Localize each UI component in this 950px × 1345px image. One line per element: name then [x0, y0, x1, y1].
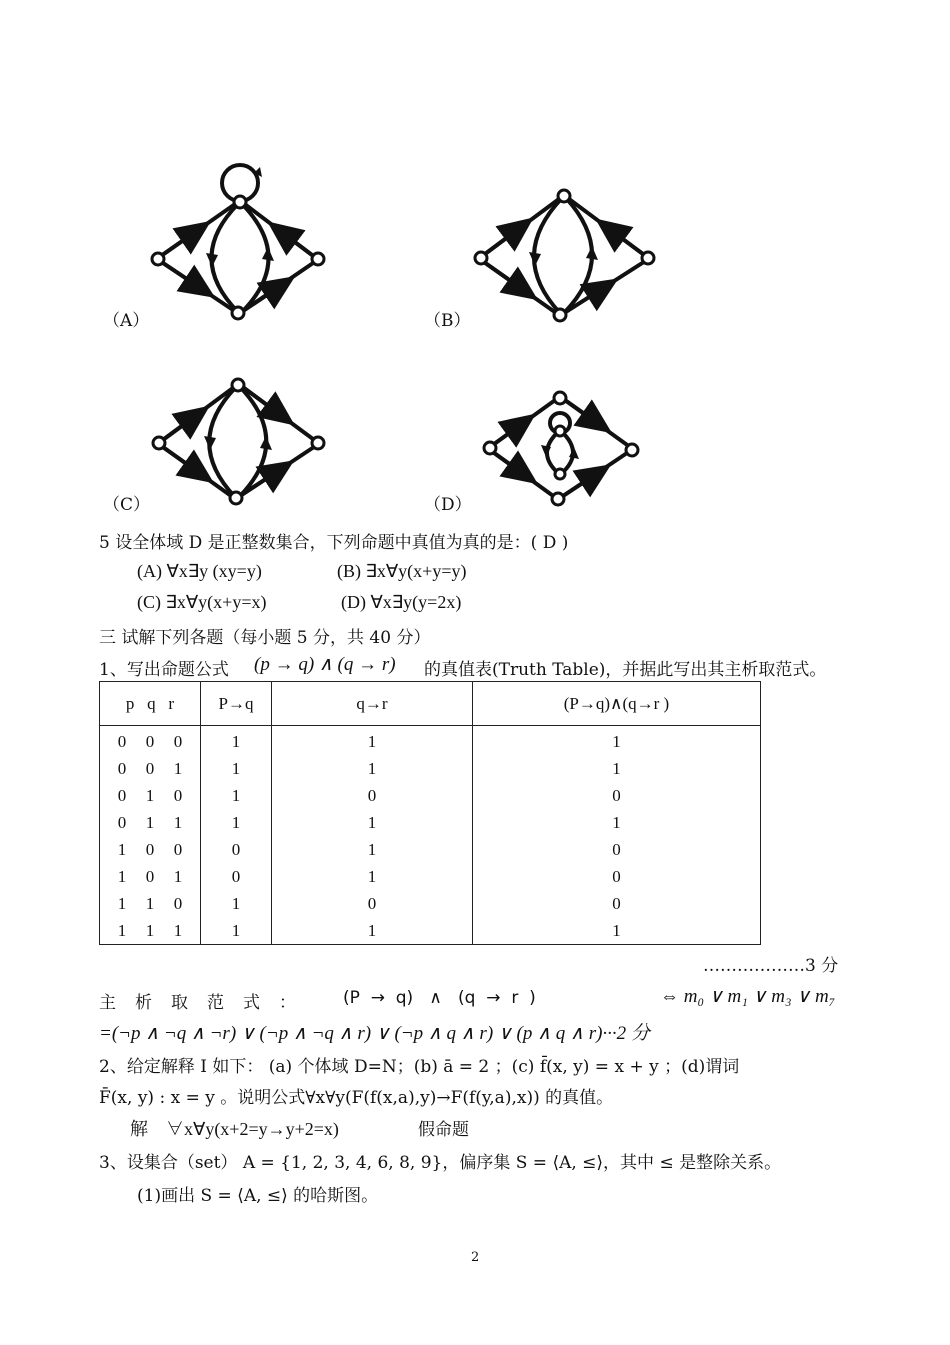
cell-bit: 1	[145, 785, 155, 805]
cell-q-implies-r: 1	[272, 755, 473, 782]
cell-pqr	[100, 726, 201, 756]
cell-result: 1	[473, 917, 761, 945]
table-row	[100, 836, 761, 863]
cell-bit: 0	[117, 758, 127, 778]
cell-pqr	[100, 755, 201, 782]
cell-bit: 1	[173, 920, 183, 940]
cell-bit: 1	[145, 812, 155, 832]
cell-result: 1	[473, 755, 761, 782]
cell-pqr	[100, 890, 201, 917]
cell-bit: 0	[117, 731, 127, 751]
cell-bit: 0	[173, 893, 183, 913]
cell-q-implies-r: 1	[272, 863, 473, 890]
cell-bit: 0	[145, 731, 155, 751]
cell-bit: 0	[145, 839, 155, 859]
cell-bit: 1	[173, 812, 183, 832]
cell-p-implies-q: 1	[201, 755, 272, 782]
cell-bit: 1	[173, 866, 183, 886]
graph-c	[145, 370, 345, 515]
header-pqr: p q r	[100, 682, 201, 726]
truth-table	[99, 681, 761, 945]
table-row	[100, 863, 761, 890]
section-3-heading: 三 试解下列各题（每小题 5 分，共 40 分）	[99, 628, 431, 648]
cell-bit: 1	[145, 893, 155, 913]
cell-p-implies-q: 1	[201, 890, 272, 917]
cell-q-implies-r: 1	[272, 726, 473, 756]
graph-b	[465, 180, 665, 330]
cell-bit: 0	[145, 758, 155, 778]
cell-q-implies-r: 1	[272, 809, 473, 836]
q5-question: 5 设全体域 D 是正整数集合，下列命题中真值为真的是：( D )	[99, 533, 569, 553]
cell-p-implies-q: 1	[201, 917, 272, 945]
cell-q-implies-r: 0	[272, 890, 473, 917]
table-row	[100, 890, 761, 917]
cell-result: 0	[473, 782, 761, 809]
cell-pqr	[100, 917, 201, 945]
cell-pqr	[100, 836, 201, 863]
q1-prefix: 1、写出命题公式	[99, 660, 229, 680]
graph-d	[478, 385, 648, 515]
q1-formula: (p → q) ∧ (q → r)	[254, 654, 396, 675]
cell-result: 0	[473, 863, 761, 890]
table-row	[100, 917, 761, 945]
cell-bit: 0	[117, 812, 127, 832]
graph-c-label: （C）	[103, 495, 151, 515]
graph-a	[140, 155, 340, 335]
q5-option-a: (A) ∀x∃y (xy=y)	[137, 561, 262, 581]
q2-answer: 解 ∀x∀y(x+2=y→y+2=x)	[130, 1119, 339, 1139]
page-number: 2	[471, 1250, 480, 1265]
table-row	[100, 809, 761, 836]
cell-bit: 1	[117, 920, 127, 940]
cell-q-implies-r: 1	[272, 917, 473, 945]
q2-line2: F̄(x, y) : x = y 。说明公式∀x∀y(F(f(x,a),y)→F(f(y,a),x)) 的真值。	[99, 1088, 614, 1108]
cell-bit: 0	[173, 839, 183, 859]
cell-result: 0	[473, 836, 761, 863]
cell-p-implies-q: 0	[201, 863, 272, 890]
score-3: ………………3 分	[703, 956, 839, 976]
cell-q-implies-r: 1	[272, 836, 473, 863]
q2-line1: 2、给定解释 I 如下： (a) 个体域 D=N；(b) ā = 2 ；(c) f̄(x, y) = x + y ；(d)谓词	[99, 1057, 740, 1077]
q5-option-d: (D) ∀x∃y(y=2x)	[341, 592, 462, 612]
cell-pqr	[100, 782, 201, 809]
cell-bit: 0	[173, 731, 183, 751]
cell-result: 1	[473, 809, 761, 836]
cell-pqr	[100, 863, 201, 890]
pdnf-lhs: (P → q) ∧ (q → r )	[343, 988, 536, 1008]
q2-answer-value: 假命题	[418, 1120, 469, 1140]
cell-bit: 0	[173, 785, 183, 805]
cell-bit: 1	[117, 866, 127, 886]
graph-d-label: （D）	[424, 495, 472, 515]
header-p-implies-q: P→q	[201, 682, 272, 726]
cell-bit: 1	[117, 839, 127, 859]
pdnf-expansion: =(¬p ∧ ¬q ∧ ¬r) ∨ (¬p ∧ ¬q ∧ r) ∨ (¬p ∧ q ∧ r) ∨ (p ∧ q ∧ r)···2 分	[99, 1023, 650, 1044]
q5-option-c: (C) ∃x∀y(x+y=x)	[137, 592, 267, 612]
pdnf-rhs: ⇔ m₀ ∨ m₁ ∨ m₃ ∨ m₇	[660, 986, 836, 1007]
cell-pqr	[100, 809, 201, 836]
pdnf-label: 主 析 取 范 式 ：	[99, 993, 297, 1013]
table-row	[100, 782, 761, 809]
table-row	[100, 726, 761, 756]
graph-a-label: （A）	[103, 311, 150, 331]
q1-suffix: 的真值表(Truth Table)，并据此写出其主析取范式。	[424, 660, 827, 680]
cell-p-implies-q: 1	[201, 726, 272, 756]
cell-p-implies-q: 0	[201, 836, 272, 863]
cell-p-implies-q: 1	[201, 782, 272, 809]
q5-option-b: (B) ∃x∀y(x+y=y)	[337, 561, 467, 581]
graph-b-label: （B）	[424, 311, 471, 331]
cell-result: 0	[473, 890, 761, 917]
cell-bit: 1	[145, 920, 155, 940]
q3-line2: (1)画出 S = ⟨A, ≤⟩ 的哈斯图。	[137, 1186, 379, 1206]
q3-line1: 3、设集合（set） A = {1, 2, 3, 4, 6, 8, 9}，偏序集 S = ⟨A, ≤⟩，其中 ≤ 是整除关系。	[99, 1153, 782, 1173]
cell-q-implies-r: 0	[272, 782, 473, 809]
table-row	[100, 755, 761, 782]
header-conjunction: (P→q)∧(q→r )	[473, 682, 761, 726]
cell-result: 1	[473, 726, 761, 756]
cell-bit: 0	[145, 866, 155, 886]
cell-p-implies-q: 1	[201, 809, 272, 836]
header-q-implies-r: q→r	[272, 682, 473, 726]
cell-bit: 1	[173, 758, 183, 778]
cell-bit: 1	[117, 893, 127, 913]
cell-bit: 0	[117, 785, 127, 805]
